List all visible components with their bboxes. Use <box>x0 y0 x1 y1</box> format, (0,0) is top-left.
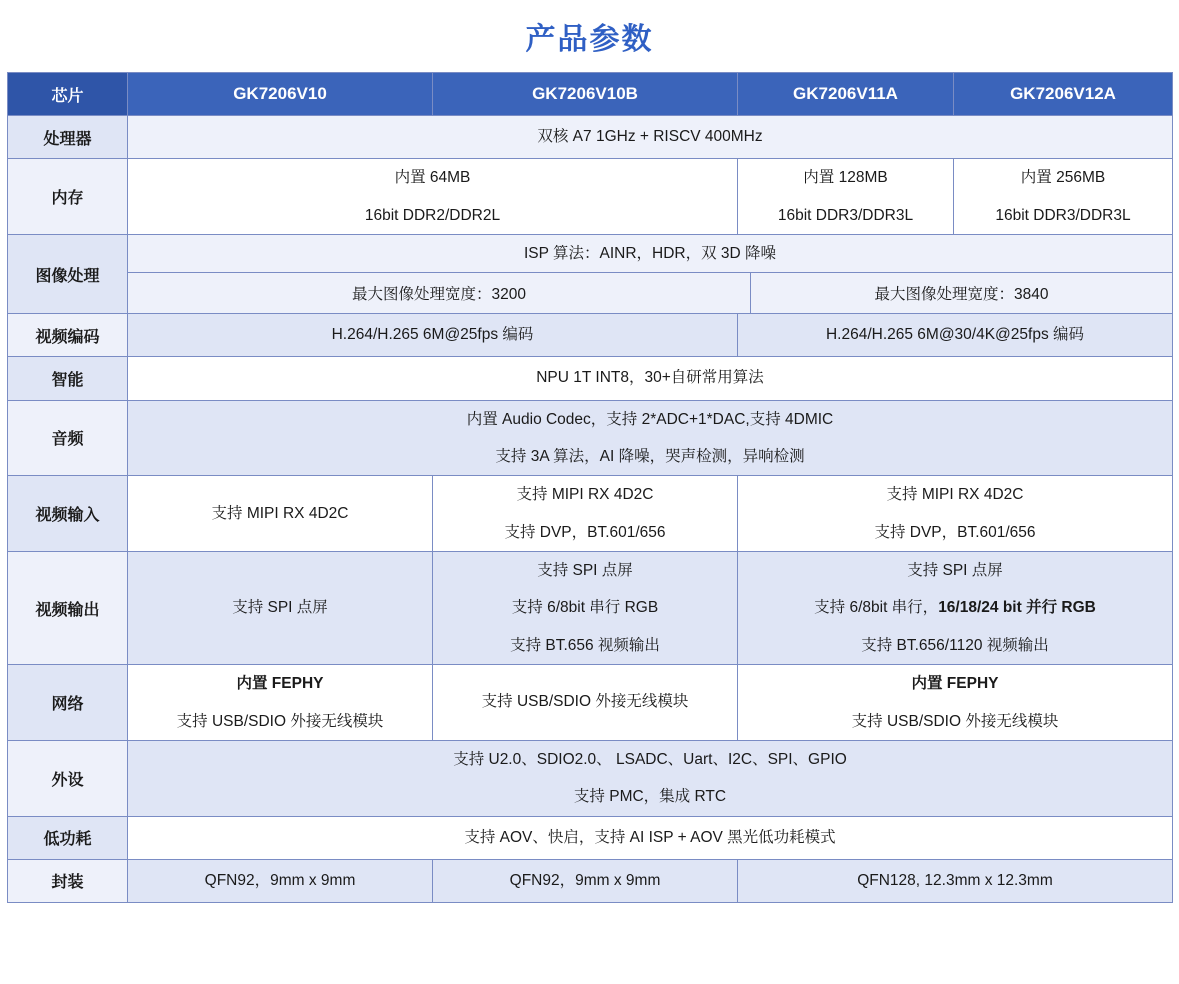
cell-video-output-v10: 支持 SPI 点屏 <box>128 552 433 665</box>
cell-package-v11a-v12a: QFN128, 12.3mm x 12.3mm <box>738 859 1173 902</box>
page-title: 产品参数 <box>525 23 654 56</box>
header-gk7206v10: GK7206V10 <box>128 73 433 116</box>
cell-video-input-v10b: 支持 MIPI RX 4D2C 支持 DVP，BT.601/656 <box>433 476 738 552</box>
table-row <box>8 400 1173 476</box>
row-label-ai: 智能 <box>8 357 128 400</box>
cell-video-output-v11a-v12a: 支持 SPI 点屏 支持 6/8bit 串行，16/18/24 bit 并行 RGB 支持 BT.656/1120 视频输出 <box>738 552 1173 665</box>
cell-processor-value: 双核 A7 1GHz + RISCV 400MHz <box>128 116 1173 159</box>
cell-memory-v10: 内置 64MB 16bit DDR2/DDR2L <box>128 159 738 235</box>
row-label-video-output: 视频输出 <box>8 552 128 665</box>
row-label-peripheral: 外设 <box>8 740 128 816</box>
table-row <box>8 816 1173 859</box>
cell-image-width-right: 最大图像处理宽度：3840 <box>750 273 1172 313</box>
cell-network-v10b: 支持 USB/SDIO 外接无线模块 <box>433 665 738 741</box>
cell-peripheral-value: 支持 U2.0、SDIO2.0、 LSADC、Uart、I2C、SPI、GPIO 支持 PMC，集成 RTC <box>128 740 1173 816</box>
cell-network-v10: 内置 FEPHY 支持 USB/SDIO 外接无线模块 <box>128 665 433 741</box>
cell-package-v10b: QFN92，9mm x 9mm <box>433 859 738 902</box>
row-label-image-processing: 图像处理 <box>8 234 128 313</box>
cell-image-width-left: 最大图像处理宽度：3200 <box>352 286 526 304</box>
table-row <box>8 314 1173 357</box>
row-label-memory: 内存 <box>8 159 128 235</box>
table-row <box>8 552 1173 665</box>
row-label-video-encode: 视频编码 <box>8 314 128 357</box>
cell-memory-v12a: 内置 256MB 16bit DDR3/DDR3L <box>954 159 1173 235</box>
cell-low-power-value: 支持 AOV、快启，支持 AI ISP + AOV 黑光低功耗模式 <box>128 816 1173 859</box>
header-chip: 芯片 <box>8 73 128 116</box>
cell-package-v10: QFN92，9mm x 9mm <box>128 859 433 902</box>
header-gk7206v12a: GK7206V12A <box>954 73 1173 116</box>
table-row <box>8 159 1173 235</box>
cell-memory-v11a: 内置 128MB 16bit DDR3/DDR3L <box>738 159 954 235</box>
row-label-video-input: 视频输入 <box>8 476 128 552</box>
cell-network-v11a-v12a: 内置 FEPHY 支持 USB/SDIO 外接无线模块 <box>738 665 1173 741</box>
cell-ai-value: NPU 1T INT8，30+自研常用算法 <box>128 357 1173 400</box>
cell-audio-value: 内置 Audio Codec，支持 2*ADC+1*DAC,支持 4DMIC 支持 3A 算法，AI 降噪，哭声检测，异响检测 <box>128 400 1173 476</box>
table-row <box>8 740 1173 816</box>
cell-video-output-v10b: 支持 SPI 点屏 支持 6/8bit 串行 RGB 支持 BT.656 视频输出 <box>433 552 738 665</box>
header-gk7206v10b: GK7206V10B <box>433 73 738 116</box>
table-row <box>8 234 1173 313</box>
video-output-serial-text: 支持 6/8bit 串行， <box>814 599 939 617</box>
row-label-low-power: 低功耗 <box>8 816 128 859</box>
table-row <box>8 357 1173 400</box>
row-label-network: 网络 <box>8 665 128 741</box>
row-label-package: 封装 <box>8 859 128 902</box>
video-output-parallel-text: 16/18/24 bit 并行 RGB <box>938 599 1096 617</box>
row-label-audio: 音频 <box>8 400 128 476</box>
table-header-row <box>8 73 1173 116</box>
spec-table <box>7 72 1173 903</box>
cell-video-input-v10: 支持 MIPI RX 4D2C <box>128 476 433 552</box>
cell-video-encode-left: H.264/H.265 6M@25fps 编码 <box>128 314 738 357</box>
header-gk7206v11a: GK7206V11A <box>738 73 954 116</box>
table-row <box>8 859 1173 902</box>
table-row <box>8 116 1173 159</box>
table-row <box>8 476 1173 552</box>
cell-video-input-v11a-v12a: 支持 MIPI RX 4D2C 支持 DVP，BT.601/656 <box>738 476 1173 552</box>
row-label-processor: 处理器 <box>8 116 128 159</box>
cell-video-encode-right: H.264/H.265 6M@30/4K@25fps 编码 <box>738 314 1173 357</box>
cell-image-processing: ISP 算法：AINR，HDR，双 3D 降噪 最大图像处理宽度：3200 最大图像处理宽度：3840 <box>128 234 1173 313</box>
table-row <box>8 665 1173 741</box>
